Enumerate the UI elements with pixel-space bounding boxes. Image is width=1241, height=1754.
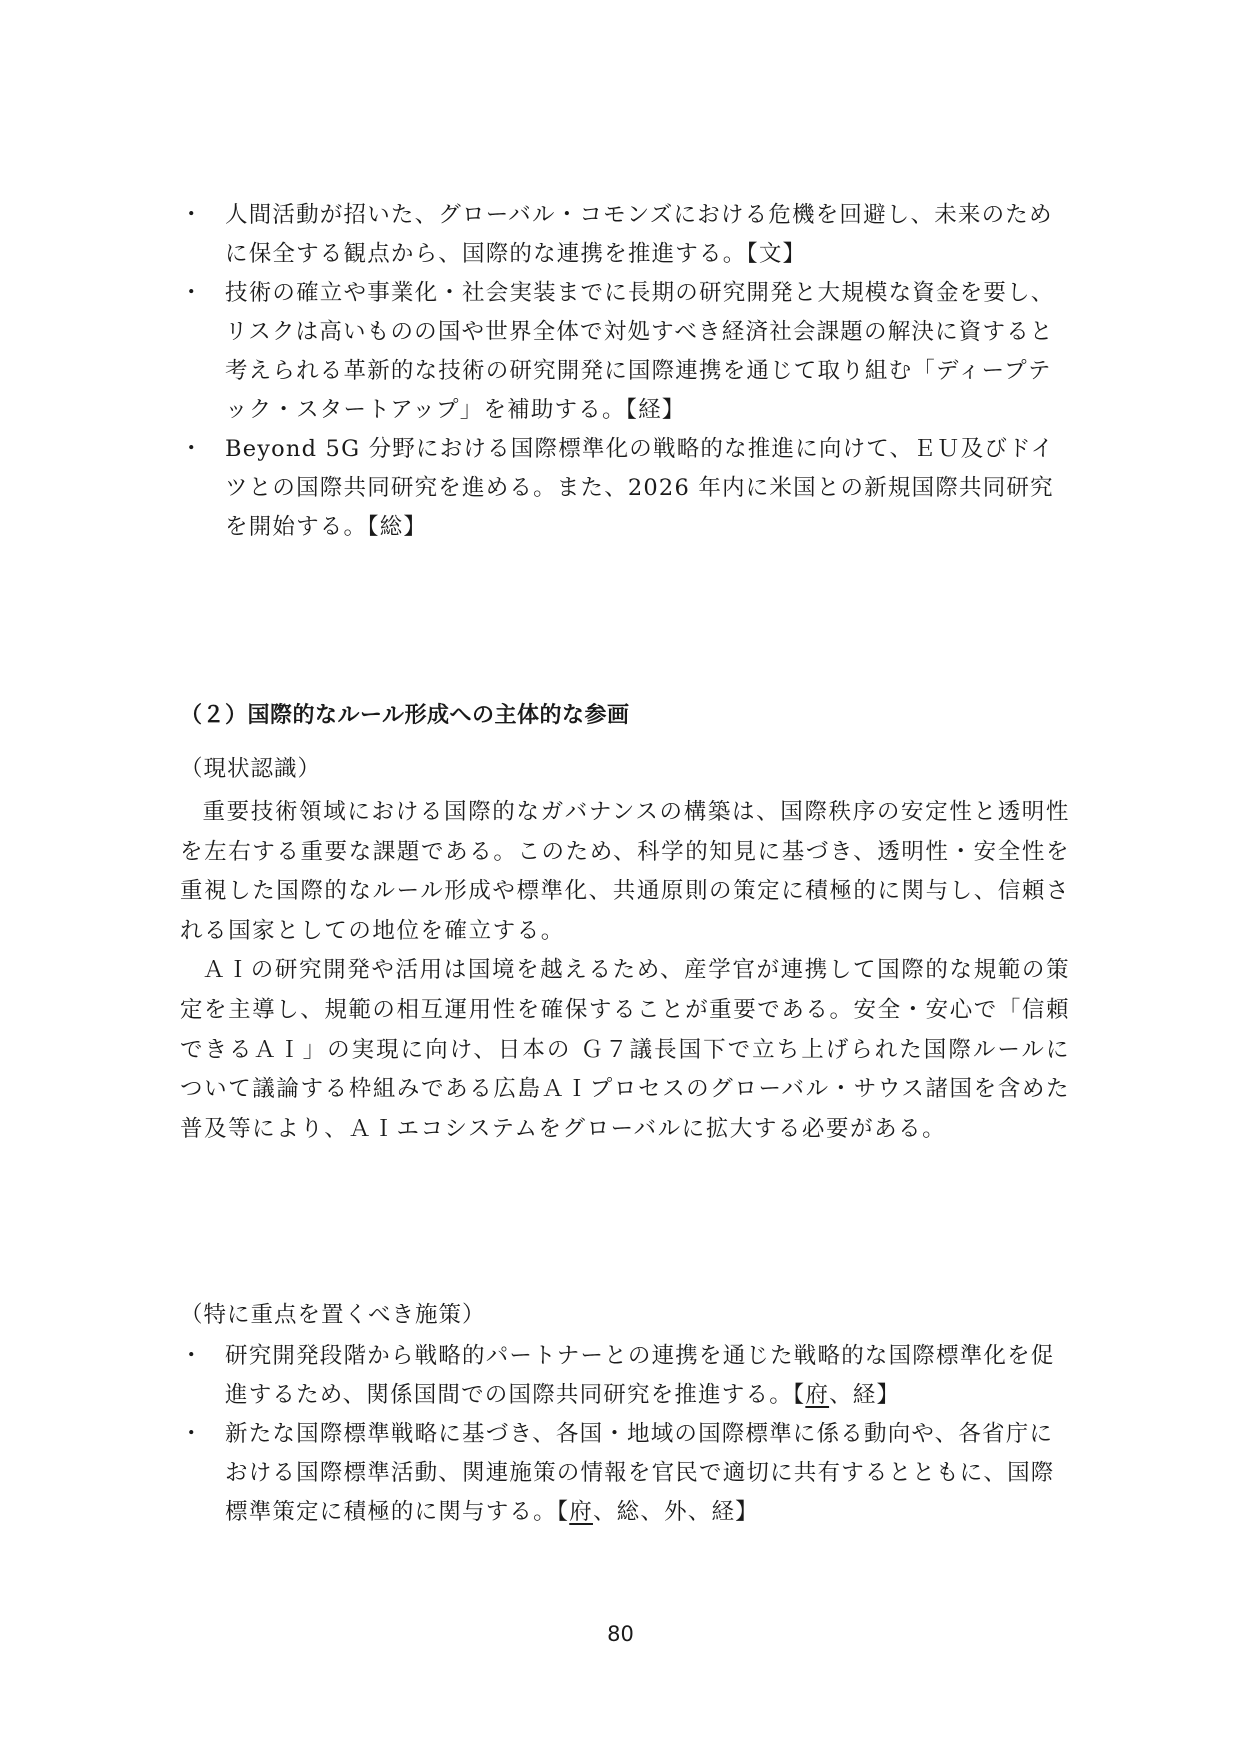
list-item [180, 430, 1070, 547]
body-paragraphs [180, 793, 1070, 1149]
page-number: 80 [607, 1622, 634, 1646]
list-item-text: Beyond 5G 分野における国際標準化の戦略的な推進に向けて、ＥＵ及びドイツとの国際共同研究を進める。また、2026 年内に米国との新規国際共同研究を開始する。【総】 [225, 436, 1055, 540]
list-item-text: 新たな国際標準戦略に基づき、各国・地域の国際標準に係る動向や、各省庁における国際標準活動、関連施策の情報を官民で適切に共有するとともに、国際標準策定に積極的に関与する。【 [225, 1421, 1055, 1525]
bullet-icon: ・ [180, 202, 204, 228]
bullet-icon: ・ [180, 1421, 204, 1447]
body-paragraph: 重要技術領域における国際的なガバナンスの構築は、国際秩序の安定性と透明性を左右する重要な課題である。このため、科学的知見に基づき、透明性・安全性を重視した国際的なルール形成や標準化、共通原則の策定に積極的に関与し、信頼される国家としての地位を確立する。 [180, 799, 1070, 944]
current-recognition-label-block [180, 752, 1070, 786]
section-heading-block [180, 700, 1070, 732]
list-item [180, 196, 1070, 274]
underlined-ministry-mark: 府 [805, 1382, 830, 1408]
bullet-icon: ・ [180, 1343, 204, 1369]
list-item [180, 1337, 1070, 1415]
focus-label-block [180, 1298, 1070, 1332]
list-item-text: 技術の確立や事業化・社会実装までに長期の研究開発と大規模な資金を要し、リスクは高いものの国や世界全体で対処すべき経済社会課題の解決に資すると考えられる革新的な技術の研究開発に国際連携を通じて取り組む「ディープテック・スタートアップ」を補助する。【経】 [225, 280, 1055, 423]
focus-bullet-list [180, 1337, 1070, 1532]
underlined-ministry-mark: 府 [569, 1499, 593, 1525]
list-item-text-tail: 、経】 [829, 1382, 901, 1408]
list-item-text-tail: 、総、外、経】 [592, 1499, 759, 1525]
focus-measures-label: （特に重点を置くべき施策） [180, 1302, 486, 1328]
body-paragraph: ＡＩの研究開発や活用は国境を越えるため、産学官が連携して国際的な規範の策定を主導し、規範の相互運用性を確保することが重要である。安全・安心で「信頼できるＡＩ」の実現に向け、日本の Ｇ７議長国下で立ち上げられた国際ルールについて議論する枠組みである広島ＡＩプロセスのグローバル・サウス諸国を含めた普及等により、ＡＩエコシステムをグローバルに拡大する必要がある。 [180, 957, 1070, 1142]
list-item [180, 274, 1070, 430]
bullet-icon: ・ [180, 436, 204, 462]
list-item-text: 研究開発段階から戦略的パートナーとの連携を通じた戦略的な国際標準化を促進するため、関係国間での国際共同研究を推進する。【 [225, 1343, 1055, 1408]
bullet-icon: ・ [180, 280, 204, 306]
list-item [180, 1415, 1070, 1532]
focus-bullet-block [180, 1337, 1070, 1532]
current-recognition-label: （現状認識） [180, 756, 322, 782]
top-bullet-block [180, 196, 1070, 547]
top-bullet-list [180, 196, 1070, 547]
section-heading: （２）国際的なルール形成への主体的な参画 [180, 703, 630, 728]
list-item-text: 人間活動が招いた、グローバル・コモンズにおける危機を回避し、未来のために保全する観点から、国際的な連携を推進する。【文】 [225, 202, 1053, 267]
